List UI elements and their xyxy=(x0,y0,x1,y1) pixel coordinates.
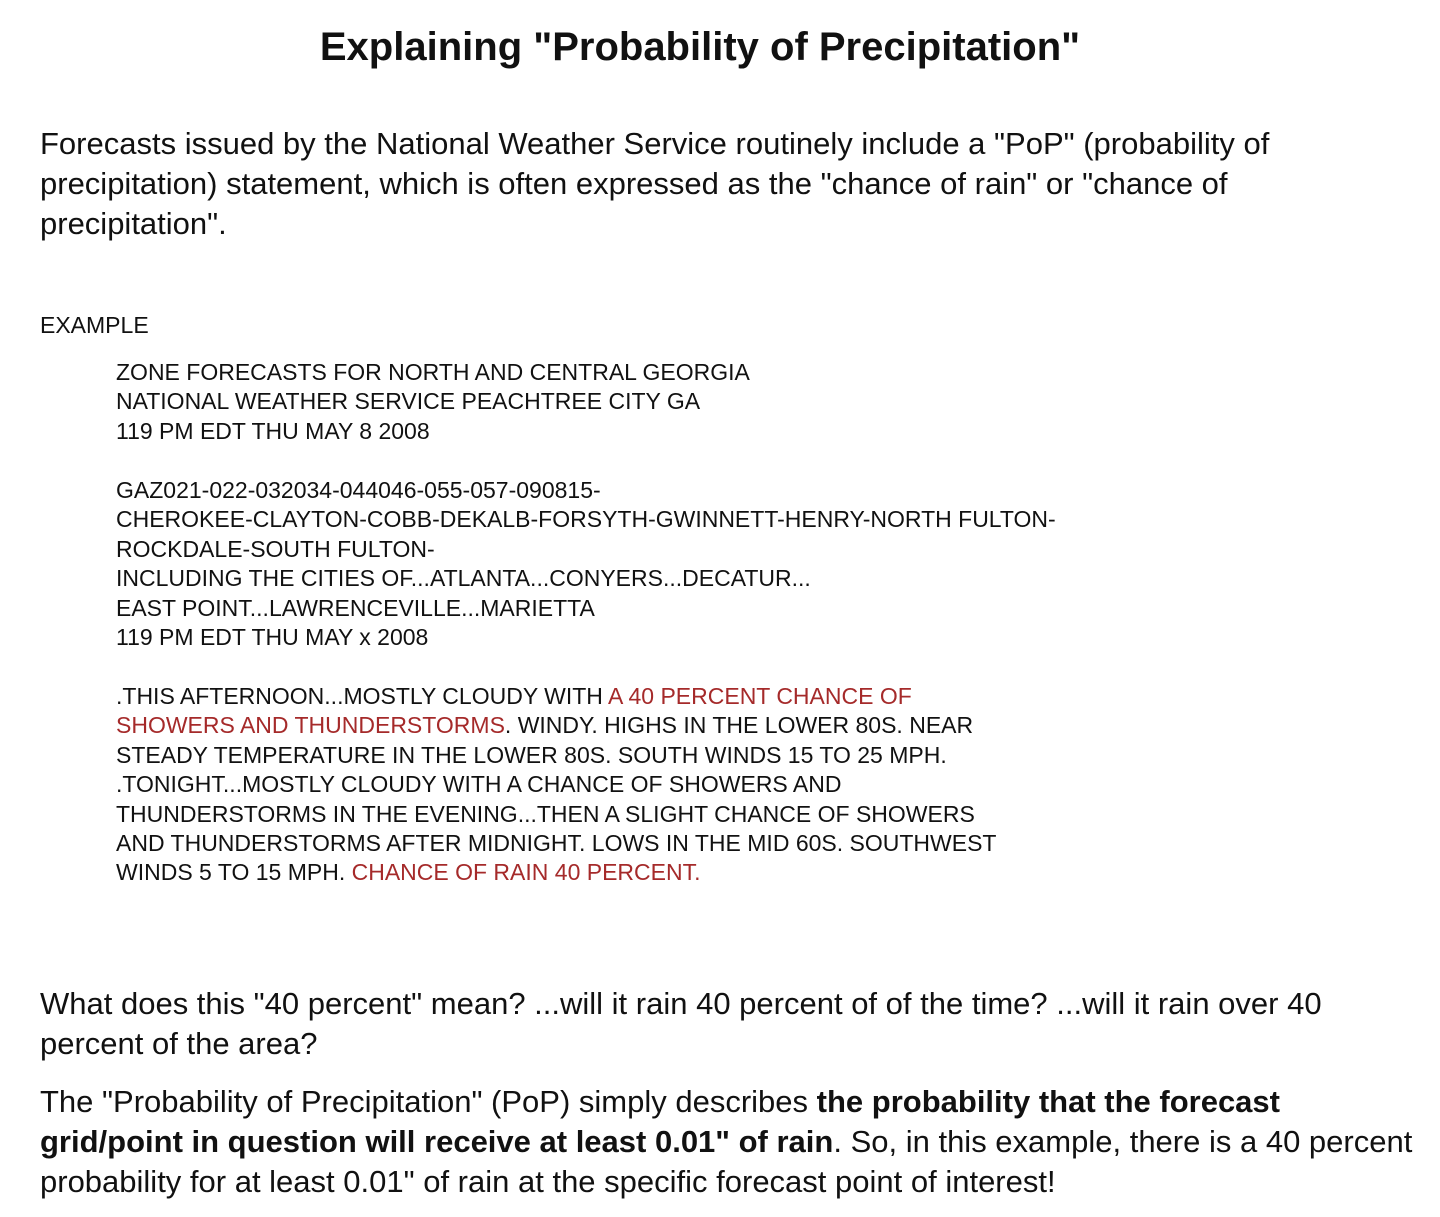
pop-highlight: CHANCE OF RAIN 40 PERCENT. xyxy=(351,859,701,886)
forecast-header-block xyxy=(116,358,1316,446)
zone-line: EAST POINT...LAWRENCEVILLE...MARIETTA xyxy=(116,594,595,621)
forecast-text: WINDS 5 TO 15 MPH. xyxy=(116,859,352,886)
forecast-header-line: ZONE FORECASTS FOR NORTH AND CENTRAL GEORGIA xyxy=(116,359,750,385)
question-paragraph: What does this "40 percent" mean? ...will it rain 40 percent of of the time? ...will it rain over 40 percent of the area? xyxy=(40,986,1322,1061)
zone-block xyxy=(116,476,1316,652)
forecast-line xyxy=(116,858,1316,887)
forecast-line xyxy=(116,682,1316,711)
zone-line: INCLUDING THE CITIES OF...ATLANTA...CONYERS...DECATUR... xyxy=(116,565,811,592)
zone-line: GAZ021-022-032034-044046-055-057-090815- xyxy=(116,477,601,503)
page-title: Explaining "Probability of Precipitation" xyxy=(319,25,1081,69)
zone-line: 119 PM EDT THU MAY x 2008 xyxy=(116,624,429,651)
pop-highlight: A 40 PERCENT CHANCE OF xyxy=(608,683,912,709)
forecast-line xyxy=(116,711,1316,740)
zone-line: ROCKDALE-SOUTH FULTON- xyxy=(116,535,435,562)
intro-paragraph: Forecasts issued by the National Weather Service routinely include a "PoP" (probability of precipitation) statement, which is often expressed as the "chance of rain" or "chance of precipitation". xyxy=(40,126,1270,241)
forecast-line: STEADY TEMPERATURE IN THE LOWER 80S. SOUTH WINDS 15 TO 25 MPH. xyxy=(116,741,947,768)
answer-text: . So, in this example, there is a 40 percent probability for at least 0.01" of rain at the specific forecast point of interest! xyxy=(40,1124,1413,1199)
answer-paragraph xyxy=(40,1082,1430,1202)
forecast-header-line: 119 PM EDT THU MAY 8 2008 xyxy=(116,417,430,444)
forecast-header-line: NATIONAL WEATHER SERVICE PEACHTREE CITY GA xyxy=(116,388,701,415)
zone-line: CHEROKEE-CLAYTON-COBB-DEKALB-FORSYTH-GWINNETT-HENRY-NORTH FULTON- xyxy=(116,506,1056,533)
answer-text: The "Probability of Precipitation" (PoP) simply describes xyxy=(40,1084,817,1119)
example-label: EXAMPLE xyxy=(40,312,149,338)
forecast-line: THUNDERSTORMS IN THE EVENING...THEN A SLIGHT CHANCE OF SHOWERS xyxy=(116,800,975,827)
answer-emphasis: the probability that the forecast grid/point in question will receive at least 0.01" of rain xyxy=(40,1084,1280,1159)
forecast-line: .TONIGHT...MOSTLY CLOUDY WITH A CHANCE OF SHOWERS AND xyxy=(116,771,842,798)
forecast-text: .THIS AFTERNOON...MOSTLY CLOUDY WITH xyxy=(116,683,609,709)
forecast-line: AND THUNDERSTORMS AFTER MIDNIGHT. LOWS IN THE MID 60S. SOUTHWEST xyxy=(116,830,997,857)
pop-highlight: SHOWERS AND THUNDERSTORMS xyxy=(116,712,505,739)
forecast-text-block xyxy=(116,682,1316,888)
forecast-text: . WINDY. HIGHS IN THE LOWER 80S. NEAR xyxy=(504,712,974,739)
